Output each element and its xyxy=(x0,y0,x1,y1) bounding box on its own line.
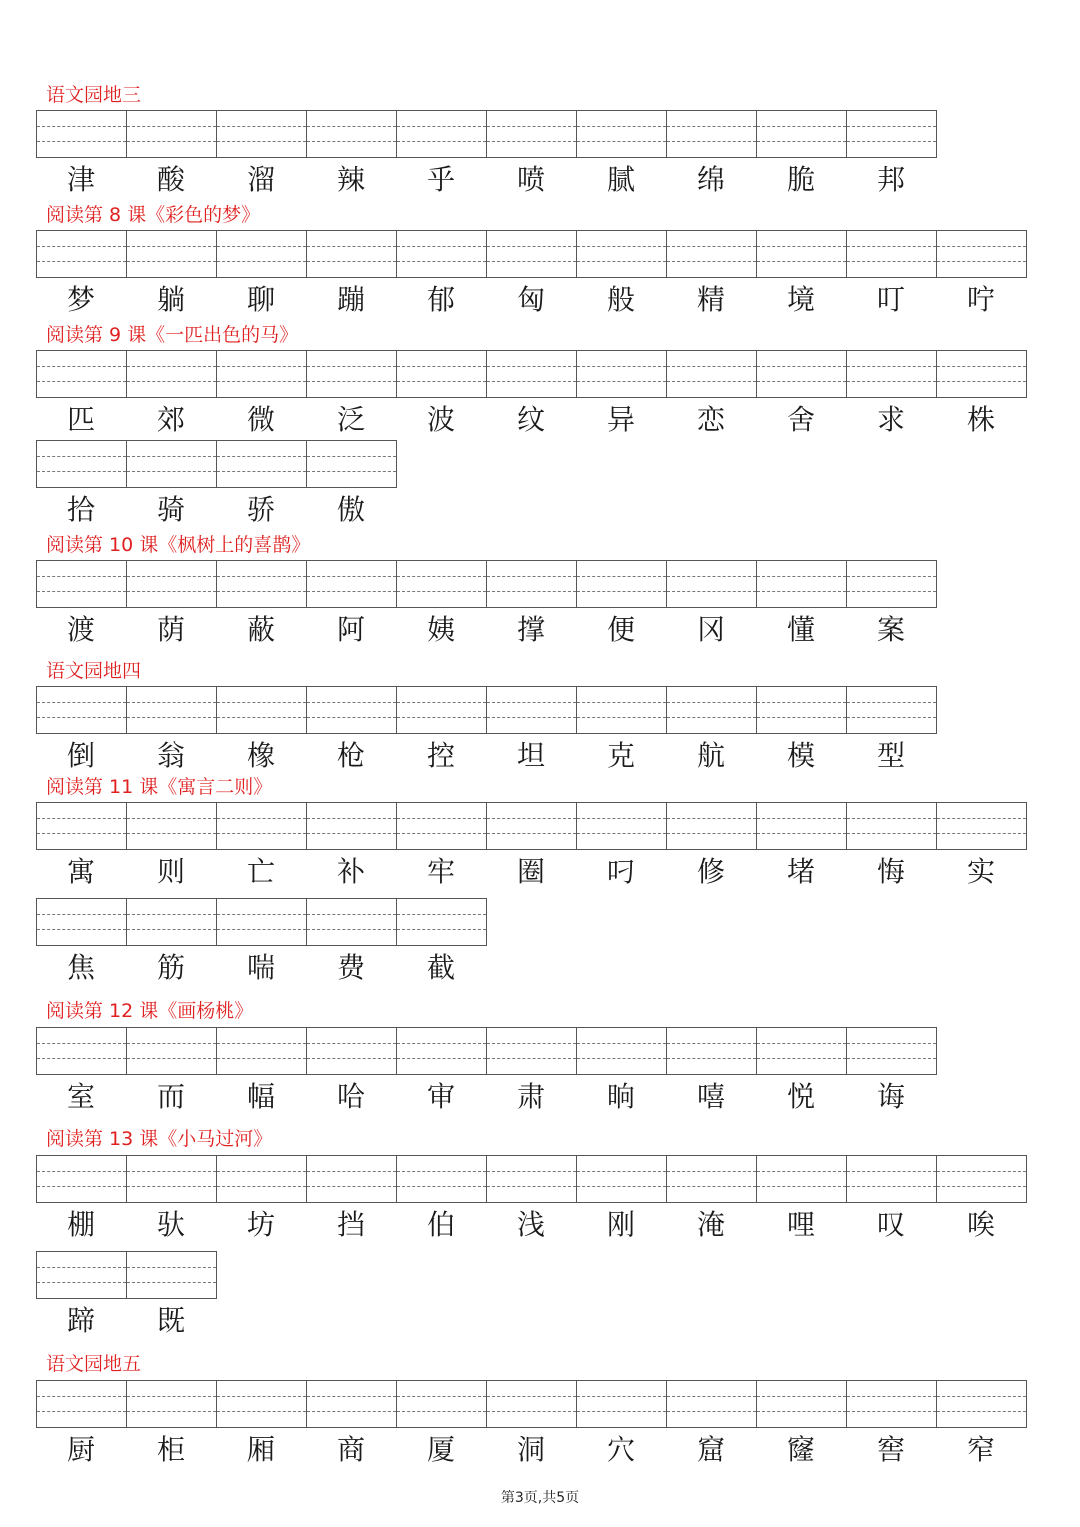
character-label: 波 xyxy=(426,403,455,436)
character-label: 哩 xyxy=(786,1208,815,1241)
writing-cell[interactable] xyxy=(666,230,757,278)
writing-cell[interactable] xyxy=(756,1380,847,1428)
character-label: 倒 xyxy=(66,739,95,772)
character-label: 纹 xyxy=(516,403,545,436)
character-label: 腻 xyxy=(606,163,635,196)
writing-cell[interactable] xyxy=(306,1380,397,1428)
character-label: 厢 xyxy=(246,1433,275,1466)
character-label: 模 xyxy=(786,739,815,772)
writing-cell[interactable] xyxy=(396,560,487,608)
character-label: 驮 xyxy=(156,1208,185,1241)
writing-cell[interactable] xyxy=(216,560,307,608)
character-label: 浅 xyxy=(516,1208,545,1241)
character-label: 株 xyxy=(966,403,995,436)
writing-cell[interactable] xyxy=(846,1155,937,1203)
writing-cell[interactable] xyxy=(396,350,487,398)
character-label: 厦 xyxy=(426,1433,455,1466)
writing-cell[interactable] xyxy=(666,1027,757,1075)
writing-cell[interactable] xyxy=(756,350,847,398)
writing-cell[interactable] xyxy=(36,560,127,608)
character-label: 悦 xyxy=(786,1080,815,1113)
writing-cell[interactable] xyxy=(756,802,847,850)
character-label: 筋 xyxy=(156,951,185,984)
writing-cell[interactable] xyxy=(126,802,217,850)
writing-cell[interactable] xyxy=(306,350,397,398)
writing-cell[interactable] xyxy=(216,898,307,946)
character-label: 般 xyxy=(606,283,635,316)
character-label: 辣 xyxy=(336,163,365,196)
character-label: 棚 xyxy=(66,1208,95,1241)
writing-cell[interactable] xyxy=(36,1155,127,1203)
character-label: 喷 xyxy=(516,163,545,196)
character-label: 寓 xyxy=(66,855,95,888)
character-label: 拾 xyxy=(66,493,95,526)
writing-cell[interactable] xyxy=(666,110,757,158)
writing-cell[interactable] xyxy=(306,1155,397,1203)
character-label: 审 xyxy=(426,1080,455,1113)
character-label: 挡 xyxy=(336,1208,365,1241)
writing-cell[interactable] xyxy=(306,440,397,488)
writing-cell[interactable] xyxy=(216,1380,307,1428)
writing-cell[interactable] xyxy=(216,802,307,850)
writing-cell[interactable] xyxy=(36,686,127,734)
writing-cell[interactable] xyxy=(396,1155,487,1203)
writing-box-row xyxy=(36,1027,936,1075)
character-label: 航 xyxy=(696,739,725,772)
character-label: 求 xyxy=(876,403,905,436)
writing-cell[interactable] xyxy=(576,686,667,734)
character-label: 津 xyxy=(66,163,95,196)
writing-cell[interactable] xyxy=(36,802,127,850)
writing-cell[interactable] xyxy=(576,230,667,278)
character-label: 骄 xyxy=(246,493,275,526)
section-title: 语文园地五 xyxy=(46,1353,142,1375)
writing-box-row xyxy=(36,1251,216,1299)
writing-cell[interactable] xyxy=(666,560,757,608)
character-label: 坦 xyxy=(516,739,545,772)
character-label: 叮 xyxy=(876,283,905,316)
character-label: 费 xyxy=(336,951,365,984)
character-label: 圈 xyxy=(516,855,545,888)
writing-cell[interactable] xyxy=(756,1027,847,1075)
writing-cell[interactable] xyxy=(666,350,757,398)
character-label: 截 xyxy=(426,951,455,984)
character-label: 洞 xyxy=(516,1433,545,1466)
character-label: 姨 xyxy=(426,613,455,646)
character-label: 橡 xyxy=(246,739,275,772)
writing-cell[interactable] xyxy=(576,1155,667,1203)
character-label: 绵 xyxy=(696,163,725,196)
character-label: 窖 xyxy=(876,1433,905,1466)
writing-cell[interactable] xyxy=(576,110,667,158)
character-label: 穴 xyxy=(606,1433,635,1466)
character-label: 荫 xyxy=(156,613,185,646)
character-label: 微 xyxy=(246,403,275,436)
writing-cell[interactable] xyxy=(216,686,307,734)
character-label: 泛 xyxy=(336,403,365,436)
section-title: 阅读第 10 课《枫树上的喜鹊》 xyxy=(46,534,311,556)
writing-cell[interactable] xyxy=(396,1027,487,1075)
writing-cell[interactable] xyxy=(126,898,217,946)
character-label: 匈 xyxy=(516,283,545,316)
section-title: 阅读第 12 课《画杨桃》 xyxy=(46,1000,254,1022)
character-label: 商 xyxy=(336,1433,365,1466)
writing-cell[interactable] xyxy=(486,560,577,608)
character-label: 而 xyxy=(156,1080,185,1113)
character-label: 则 xyxy=(156,855,185,888)
writing-cell[interactable] xyxy=(486,110,577,158)
character-label: 诲 xyxy=(876,1080,905,1113)
writing-box-row xyxy=(36,350,1026,398)
character-label: 嘻 xyxy=(696,1080,725,1113)
writing-cell[interactable] xyxy=(846,110,937,158)
writing-cell[interactable] xyxy=(846,1380,937,1428)
character-label: 脆 xyxy=(786,163,815,196)
character-label: 舍 xyxy=(786,403,815,436)
writing-box-row xyxy=(36,1155,1026,1203)
writing-cell[interactable] xyxy=(846,802,937,850)
character-label: 既 xyxy=(156,1304,185,1337)
writing-cell[interactable] xyxy=(306,230,397,278)
writing-cell[interactable] xyxy=(216,110,307,158)
character-label: 型 xyxy=(876,739,905,772)
writing-cell[interactable] xyxy=(36,1380,127,1428)
character-label: 牢 xyxy=(426,855,455,888)
character-label: 撑 xyxy=(516,613,545,646)
writing-cell[interactable] xyxy=(486,230,577,278)
writing-cell[interactable] xyxy=(486,350,577,398)
character-label: 控 xyxy=(426,739,455,772)
writing-cell[interactable] xyxy=(486,686,577,734)
character-label: 窄 xyxy=(966,1433,995,1466)
section-title: 语文园地四 xyxy=(46,660,142,682)
writing-cell[interactable] xyxy=(306,802,397,850)
writing-cell[interactable] xyxy=(936,230,1027,278)
writing-cell[interactable] xyxy=(36,110,127,158)
character-label: 郊 xyxy=(156,403,185,436)
character-label: 克 xyxy=(606,739,635,772)
character-label: 匹 xyxy=(66,403,95,436)
writing-cell[interactable] xyxy=(846,686,937,734)
writing-box-row xyxy=(36,802,1026,850)
character-label: 渡 xyxy=(66,613,95,646)
writing-cell[interactable] xyxy=(846,1027,937,1075)
section-title: 阅读第 13 课《小马过河》 xyxy=(46,1128,273,1150)
character-label: 柜 xyxy=(156,1433,185,1466)
writing-cell[interactable] xyxy=(576,560,667,608)
character-label: 境 xyxy=(786,283,815,316)
writing-box-row xyxy=(36,110,936,158)
writing-cell[interactable] xyxy=(126,1027,217,1075)
writing-cell[interactable] xyxy=(126,560,217,608)
character-label: 翁 xyxy=(156,739,185,772)
writing-cell[interactable] xyxy=(36,440,127,488)
writing-cell[interactable] xyxy=(36,1027,127,1075)
writing-cell[interactable] xyxy=(846,560,937,608)
writing-cell[interactable] xyxy=(846,350,937,398)
character-label: 案 xyxy=(876,613,905,646)
character-label: 阿 xyxy=(336,613,365,646)
writing-cell[interactable] xyxy=(486,802,577,850)
writing-cell[interactable] xyxy=(306,898,397,946)
character-label: 坊 xyxy=(246,1208,275,1241)
writing-cell[interactable] xyxy=(126,1251,217,1299)
character-label: 实 xyxy=(966,855,995,888)
section-title: 阅读第 8 课《彩色的梦》 xyxy=(46,204,261,226)
writing-cell[interactable] xyxy=(396,230,487,278)
section-title: 语文园地三 xyxy=(46,84,142,106)
character-label: 溜 xyxy=(246,163,275,196)
writing-cell[interactable] xyxy=(576,350,667,398)
character-label: 肃 xyxy=(516,1080,545,1113)
writing-cell[interactable] xyxy=(216,1027,307,1075)
writing-cell[interactable] xyxy=(216,440,307,488)
character-label: 懂 xyxy=(786,613,815,646)
character-label: 叹 xyxy=(876,1208,905,1241)
writing-cell[interactable] xyxy=(486,1380,577,1428)
character-label: 喘 xyxy=(246,951,275,984)
character-label: 堵 xyxy=(786,855,815,888)
writing-cell[interactable] xyxy=(396,1380,487,1428)
page-footer: 第3页,共5页 xyxy=(500,1490,580,1506)
character-label: 郁 xyxy=(426,283,455,316)
character-label: 躺 xyxy=(156,283,185,316)
character-label: 异 xyxy=(606,403,635,436)
character-label: 蹦 xyxy=(336,283,365,316)
writing-cell[interactable] xyxy=(666,802,757,850)
writing-cell[interactable] xyxy=(936,1155,1027,1203)
character-label: 厨 xyxy=(66,1433,95,1466)
writing-cell[interactable] xyxy=(486,1155,577,1203)
writing-cell[interactable] xyxy=(666,686,757,734)
writing-cell[interactable] xyxy=(396,898,487,946)
writing-cell[interactable] xyxy=(306,560,397,608)
character-label: 焦 xyxy=(66,951,95,984)
writing-cell[interactable] xyxy=(936,1380,1027,1428)
section-title: 阅读第 11 课《寓言二则》 xyxy=(46,776,273,798)
writing-cell[interactable] xyxy=(216,350,307,398)
writing-cell[interactable] xyxy=(756,230,847,278)
writing-cell[interactable] xyxy=(126,230,217,278)
character-label: 蹄 xyxy=(66,1304,95,1337)
writing-cell[interactable] xyxy=(936,350,1027,398)
character-label: 梦 xyxy=(66,283,95,316)
character-label: 晌 xyxy=(606,1080,635,1113)
writing-cell[interactable] xyxy=(126,686,217,734)
writing-cell[interactable] xyxy=(126,1380,217,1428)
character-label: 枪 xyxy=(336,739,365,772)
writing-cell[interactable] xyxy=(576,1027,667,1075)
writing-cell[interactable] xyxy=(216,230,307,278)
writing-cell[interactable] xyxy=(216,1155,307,1203)
writing-cell[interactable] xyxy=(36,898,127,946)
writing-cell[interactable] xyxy=(666,1155,757,1203)
writing-cell[interactable] xyxy=(396,110,487,158)
writing-cell[interactable] xyxy=(756,1155,847,1203)
writing-cell[interactable] xyxy=(126,350,217,398)
writing-cell[interactable] xyxy=(756,686,847,734)
writing-cell[interactable] xyxy=(396,686,487,734)
writing-cell[interactable] xyxy=(36,350,127,398)
section-title: 阅读第 9 课《一匹出色的马》 xyxy=(46,324,299,346)
character-label: 精 xyxy=(696,283,725,316)
character-label: 酸 xyxy=(156,163,185,196)
writing-cell[interactable] xyxy=(306,1027,397,1075)
writing-cell[interactable] xyxy=(36,230,127,278)
character-label: 蔽 xyxy=(246,613,275,646)
writing-cell[interactable] xyxy=(936,802,1027,850)
writing-cell[interactable] xyxy=(126,110,217,158)
character-label: 亡 xyxy=(246,855,275,888)
writing-cell[interactable] xyxy=(126,1155,217,1203)
character-label: 哈 xyxy=(336,1080,365,1113)
writing-box-row xyxy=(36,230,1026,278)
character-label: 悔 xyxy=(876,855,905,888)
character-label: 咛 xyxy=(966,283,995,316)
character-label: 窟 xyxy=(696,1433,725,1466)
writing-cell[interactable] xyxy=(306,686,397,734)
writing-cell[interactable] xyxy=(846,230,937,278)
writing-cell[interactable] xyxy=(756,110,847,158)
writing-cell[interactable] xyxy=(306,110,397,158)
writing-cell[interactable] xyxy=(576,802,667,850)
character-label: 补 xyxy=(336,855,365,888)
character-label: 恋 xyxy=(696,403,725,436)
character-label: 修 xyxy=(696,855,725,888)
writing-box-row xyxy=(36,560,936,608)
character-label: 邦 xyxy=(876,163,905,196)
writing-box-row xyxy=(36,1380,1026,1428)
character-label: 窿 xyxy=(786,1433,815,1466)
writing-cell[interactable] xyxy=(126,440,217,488)
writing-cell[interactable] xyxy=(486,1027,577,1075)
writing-cell[interactable] xyxy=(666,1380,757,1428)
character-label: 刚 xyxy=(606,1208,635,1241)
writing-box-row xyxy=(36,898,486,946)
character-label: 叼 xyxy=(606,855,635,888)
writing-box-row xyxy=(36,440,396,488)
character-label: 室 xyxy=(66,1080,95,1113)
character-label: 骑 xyxy=(156,493,185,526)
writing-cell[interactable] xyxy=(36,1251,127,1299)
character-label: 幅 xyxy=(246,1080,275,1113)
character-label: 唉 xyxy=(966,1208,995,1241)
character-label: 乎 xyxy=(426,163,455,196)
writing-cell[interactable] xyxy=(396,802,487,850)
writing-cell[interactable] xyxy=(576,1380,667,1428)
character-label: 傲 xyxy=(336,493,365,526)
character-label: 冈 xyxy=(696,613,725,646)
character-label: 伯 xyxy=(426,1208,455,1241)
character-label: 淹 xyxy=(696,1208,725,1241)
writing-box-row xyxy=(36,686,936,734)
character-label: 便 xyxy=(606,613,635,646)
writing-cell[interactable] xyxy=(756,560,847,608)
character-label: 聊 xyxy=(246,283,275,316)
